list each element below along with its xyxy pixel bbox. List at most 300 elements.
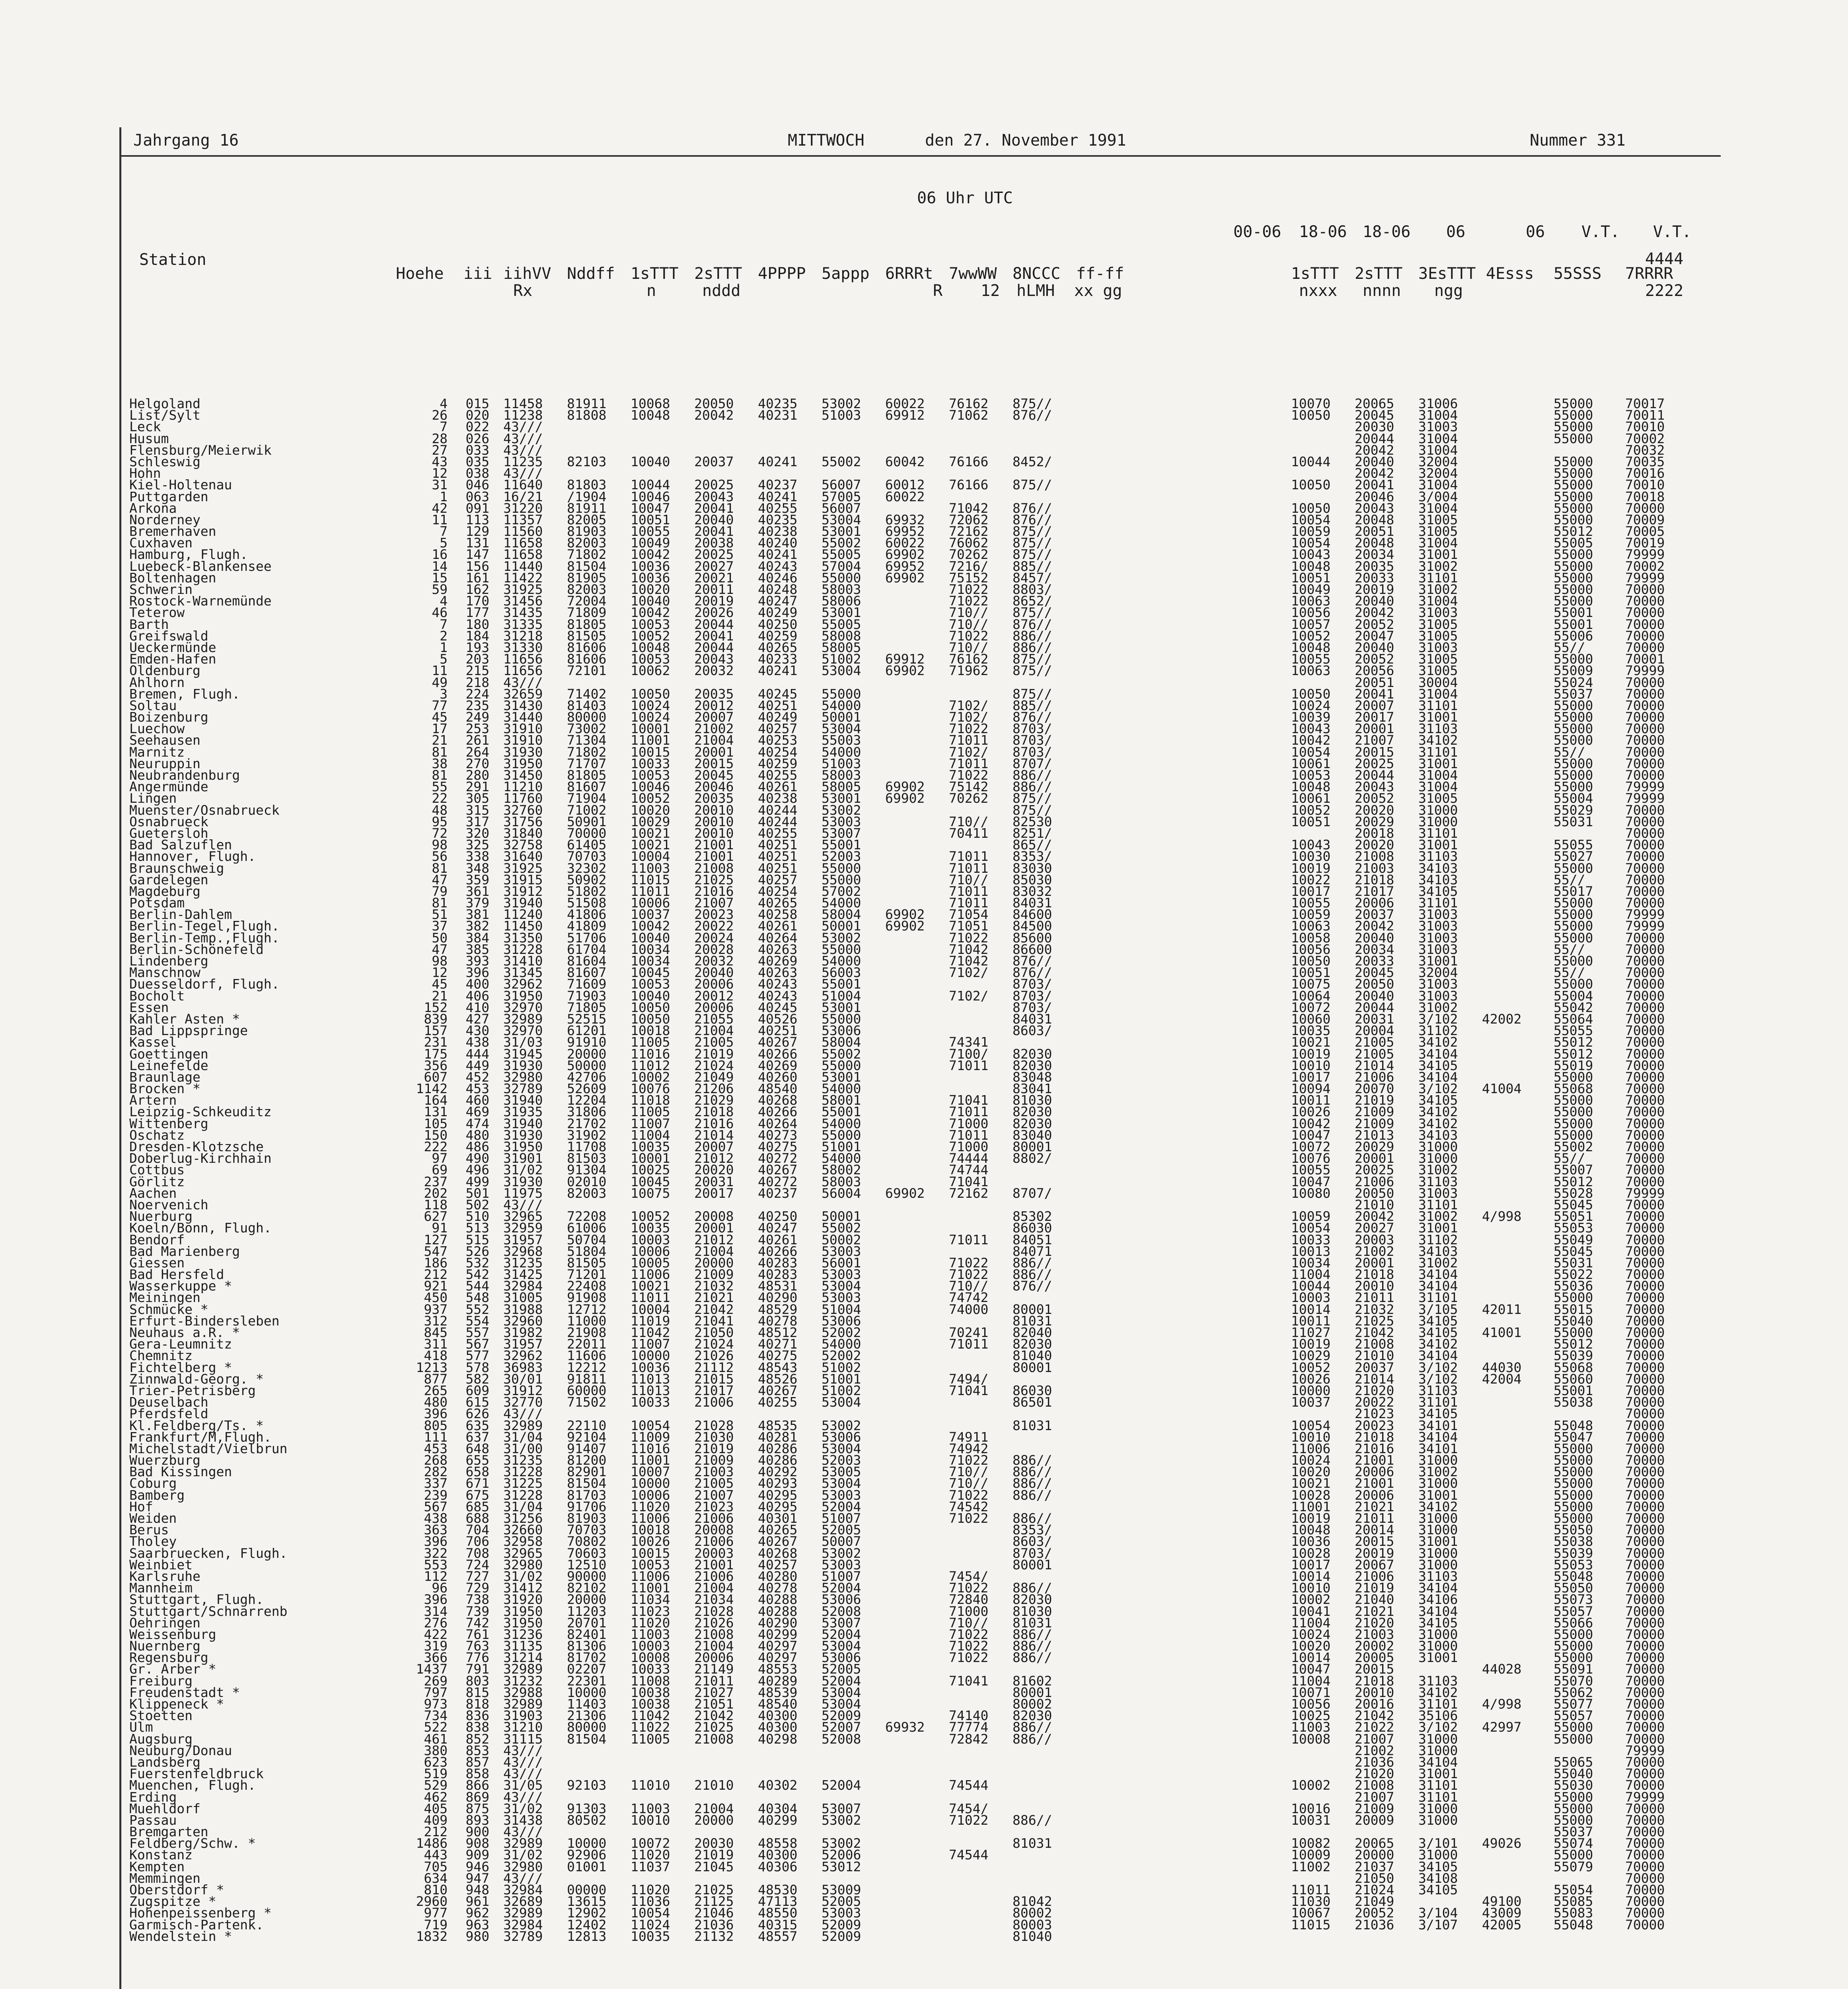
table-cell: 81 <box>432 767 448 783</box>
table-cell: 40268 <box>758 1545 798 1561</box>
table-cell: 10030 <box>1291 849 1331 864</box>
table-cell: 21009 <box>1355 1115 1394 1131</box>
table-cell: 21028 <box>694 1603 734 1619</box>
table-cell: 31435 <box>503 605 543 621</box>
station-name: Flensburg/Meierwik <box>129 442 272 458</box>
station-name: Kempten <box>129 1859 185 1874</box>
table-cell: 55000 <box>1554 547 1593 562</box>
table-cell: 20035 <box>1355 558 1394 574</box>
table-row <box>121 419 1721 435</box>
station-name: Nuernberg <box>129 1638 201 1654</box>
table-cell: 70000 <box>567 825 607 841</box>
table-cell: 34104 <box>1418 1603 1458 1619</box>
table-cell: 21 <box>432 732 448 748</box>
table-cell: 55// <box>1554 639 1585 655</box>
table-cell: 635 <box>465 1417 489 1433</box>
table-cell: 20030 <box>694 1835 734 1851</box>
table-cell: 70005 <box>1625 524 1665 539</box>
table-cell: 11004 <box>1291 1615 1331 1631</box>
table-row <box>121 1162 1721 1178</box>
table-cell: 70000 <box>1625 1278 1665 1294</box>
table-cell: 79999 <box>1625 1185 1665 1201</box>
table-cell: 11024 <box>631 1917 670 1933</box>
table-cell: 34105 <box>1418 1615 1458 1631</box>
table-cell: 706 <box>465 1534 489 1549</box>
table-cell: 886// <box>1013 628 1052 644</box>
table-cell: 4 <box>440 593 448 609</box>
table-cell: 55030 <box>1554 1777 1593 1793</box>
station-name: Schmücke * <box>129 1301 208 1317</box>
station-name: Weiden <box>129 1510 177 1526</box>
table-cell: 10046 <box>631 779 670 795</box>
table-cell: 40269 <box>758 1057 798 1073</box>
station-name: Essen <box>129 999 169 1015</box>
table-cell: 40266 <box>758 1243 798 1259</box>
table-cell: 55005 <box>1554 535 1593 551</box>
table-cell: 40258 <box>758 907 798 922</box>
table-cell: 55047 <box>1554 1429 1593 1445</box>
table-cell: 82003 <box>567 535 607 551</box>
table-cell: 20026 <box>694 605 734 621</box>
table-cell: 70000 <box>1625 1859 1665 1874</box>
table-cell: 31102 <box>1418 1023 1458 1039</box>
table-cell: 55002 <box>822 1046 861 1062</box>
station-name: Ahlhorn <box>129 674 185 690</box>
table-cell: 81031 <box>1013 1835 1052 1851</box>
table-cell: 046 <box>465 477 489 493</box>
table-cell: 70000 <box>1625 1011 1665 1027</box>
table-cell: 71201 <box>567 1267 607 1283</box>
table-cell: 10053 <box>1291 767 1331 783</box>
station-name: Neuburg/Donau <box>129 1742 232 1758</box>
table-cell: 31840 <box>503 825 543 841</box>
table-cell: 40255 <box>758 825 798 841</box>
table-cell: 70000 <box>1625 1673 1665 1689</box>
table-cell: 55005 <box>822 547 861 562</box>
station-name: Giessen <box>129 1255 185 1271</box>
table-cell: 20052 <box>1355 651 1394 667</box>
table-cell: 55085 <box>1554 1894 1593 1909</box>
station-name: Karlsruhe <box>129 1568 201 1584</box>
table-cell: 81607 <box>567 965 607 981</box>
table-cell: 10047 <box>1291 1127 1331 1143</box>
weekday-label: MITTWOCH <box>788 131 865 150</box>
table-cell: 81505 <box>567 628 607 644</box>
table-cell: 10070 <box>1291 396 1331 411</box>
table-cell: 11036 <box>631 1894 670 1909</box>
table-cell: 21030 <box>694 1429 734 1445</box>
table-cell: 486 <box>465 1139 489 1154</box>
table-cell: 20040 <box>694 965 734 981</box>
table-cell: 40288 <box>758 1603 798 1619</box>
table-cell: 53002 <box>822 1812 861 1828</box>
table-cell: 20029 <box>1355 814 1394 829</box>
table-cell: 20000 <box>567 1592 607 1608</box>
table-cell: 460 <box>465 1092 489 1108</box>
table-cell: 12902 <box>567 1905 607 1921</box>
table-cell: 10063 <box>1291 593 1331 609</box>
table-cell: 53007 <box>822 1615 861 1631</box>
table-cell: 10076 <box>1291 1150 1331 1166</box>
table-cell: 70000 <box>1625 721 1665 737</box>
table-cell: 3/102 <box>1418 1719 1458 1735</box>
table-cell: 27 <box>432 442 448 458</box>
table-cell: 10000 <box>567 1835 607 1851</box>
period-label: 18-06 <box>1299 223 1347 241</box>
table-cell: 55029 <box>1554 802 1593 818</box>
table-cell: 803 <box>465 1673 489 1689</box>
column-subheader: 12 <box>981 282 1000 300</box>
station-name: Gardelegen <box>129 872 208 887</box>
table-cell: 42997 <box>1482 1719 1522 1735</box>
table-cell: 40244 <box>758 802 798 818</box>
station-name: Aachen <box>129 1185 177 1201</box>
table-cell: 885// <box>1013 697 1052 713</box>
table-cell: 34105 <box>1418 1092 1458 1108</box>
table-cell: 10072 <box>1291 1139 1331 1154</box>
table-cell: 10053 <box>631 976 670 992</box>
table-cell: 31101 <box>1418 570 1458 586</box>
table-cell: 40302 <box>758 1777 798 1793</box>
table-cell: 21018 <box>1355 872 1394 887</box>
table-row <box>121 1373 1721 1385</box>
table-cell: 10011 <box>1291 1313 1331 1329</box>
table-cell: 10028 <box>1291 1487 1331 1503</box>
table-cell: 70000 <box>1625 860 1665 876</box>
station-name: Bad Hersfeld <box>129 1267 224 1283</box>
table-cell: 21024 <box>1355 1882 1394 1898</box>
table-cell: 84031 <box>1013 895 1052 911</box>
table-cell: 70002 <box>1625 430 1665 446</box>
table-cell: 55012 <box>1554 1034 1593 1050</box>
table-row <box>121 1919 1721 1931</box>
table-cell: 453 <box>465 1081 489 1097</box>
table-cell: 31920 <box>503 1592 543 1608</box>
table-cell: 40243 <box>758 988 798 1004</box>
table-cell: 11037 <box>631 1859 670 1874</box>
table-cell: 11009 <box>631 1429 670 1445</box>
table-cell: 513 <box>465 1220 489 1236</box>
table-cell: 55006 <box>1554 628 1593 644</box>
table-cell: 40306 <box>758 1859 798 1874</box>
table-cell: 76166 <box>949 453 989 469</box>
table-cell: 10059 <box>1291 1209 1331 1224</box>
table-cell: 31001 <box>1418 1487 1458 1503</box>
table-cell: 10050 <box>1291 407 1331 423</box>
table-cell: 10057 <box>1291 616 1331 632</box>
table-cell: 82103 <box>567 453 607 469</box>
table-cell: 22 <box>432 790 448 806</box>
table-cell: 70000 <box>1625 1661 1665 1677</box>
table-cell: 11656 <box>503 663 543 679</box>
table-cell: 3/101 <box>1418 1835 1458 1851</box>
column-header: 2sTTT <box>694 265 742 283</box>
table-cell: 10036 <box>631 570 670 586</box>
table-cell: 40298 <box>758 1731 798 1747</box>
table-cell: 8603/ <box>1013 1023 1052 1039</box>
table-cell: 21017 <box>694 1382 734 1398</box>
table-cell: 70000 <box>1625 814 1665 829</box>
table-cell: 946 <box>465 1859 489 1874</box>
table-cell: 31000 <box>1418 1638 1458 1654</box>
table-cell: 81905 <box>567 570 607 586</box>
table-row <box>121 792 1721 804</box>
table-cell: 31/04 <box>503 1499 543 1514</box>
table-cell: 02207 <box>567 1661 607 1677</box>
table-cell: 69902 <box>885 790 925 806</box>
table-cell: 161 <box>465 570 489 586</box>
table-cell: 32989 <box>503 1417 543 1433</box>
table-cell: 21132 <box>694 1928 734 1944</box>
table-cell: 71051 <box>949 918 989 934</box>
table-cell: 54000 <box>822 744 861 760</box>
table-cell: 20042 <box>694 407 734 423</box>
table-cell: 55083 <box>1554 1905 1593 1921</box>
table-cell: 20001 <box>1355 1150 1394 1166</box>
table-cell: 32984 <box>503 1882 543 1898</box>
table-cell: 34105 <box>1418 1406 1458 1422</box>
table-cell: 554 <box>465 1313 489 1329</box>
table-cell: 11003 <box>631 860 670 876</box>
table-cell: 21028 <box>694 1417 734 1433</box>
table-cell: 81607 <box>567 779 607 795</box>
table-cell: 47 <box>432 872 448 887</box>
table-cell: 20041 <box>694 500 734 516</box>
table-cell: 31000 <box>1418 1150 1458 1166</box>
table-cell: 1 <box>440 488 448 504</box>
station-name: Luechow <box>129 721 185 737</box>
table-cell: 48539 <box>758 1684 798 1700</box>
table-cell: 40275 <box>758 1139 798 1154</box>
table-row <box>121 616 1721 632</box>
table-cell: 21018 <box>1355 1267 1394 1283</box>
table-cell: 82003 <box>567 582 607 597</box>
station-name: Berus <box>129 1522 169 1538</box>
table-cell: 10000 <box>567 1684 607 1700</box>
table-cell: 21050 <box>1355 1870 1394 1886</box>
table-row <box>121 1559 1721 1571</box>
table-cell: 886// <box>1013 1255 1052 1271</box>
table-cell: 31910 <box>503 732 543 748</box>
table-cell: 52004 <box>822 1673 861 1689</box>
table-row <box>121 1267 1721 1283</box>
table-cell: 48512 <box>758 1325 798 1340</box>
table-cell: 31440 <box>503 709 543 725</box>
table-cell: 11011 <box>631 883 670 899</box>
table-cell: 40267 <box>758 1162 798 1178</box>
table-cell: 4/998 <box>1482 1209 1522 1224</box>
table-cell: 20016 <box>1355 1696 1394 1712</box>
table-cell: 31003 <box>1418 907 1458 922</box>
table-cell: 10002 <box>631 1069 670 1085</box>
table-cell: 21112 <box>694 1359 734 1375</box>
table-cell: 40267 <box>758 1534 798 1549</box>
table-cell: 461 <box>424 1731 448 1747</box>
table-cell: 55000 <box>1554 1069 1593 1085</box>
table-cell: 31410 <box>503 953 543 969</box>
table-cell: 56 <box>432 849 448 864</box>
table-cell: 71805 <box>567 999 607 1015</box>
table-cell: 8703/ <box>1013 721 1052 737</box>
table-cell: 53002 <box>822 802 861 818</box>
table-cell: 55037 <box>1554 1824 1593 1840</box>
table-cell: 45 <box>432 709 448 725</box>
table-cell: 53005 <box>822 1464 861 1480</box>
table-cell: 70000 <box>1625 1510 1665 1526</box>
table-cell: 55000 <box>1554 1290 1593 1306</box>
table-cell: 265 <box>424 1382 448 1398</box>
table-cell: 51802 <box>567 883 607 899</box>
table-cell: 761 <box>465 1626 489 1642</box>
table-cell: 31000 <box>1418 1800 1458 1816</box>
table-cell: 50 <box>432 930 448 946</box>
table-cell: 70000 <box>1625 697 1665 713</box>
table-cell: 20007 <box>694 1139 734 1154</box>
table-cell: 55049 <box>1554 1232 1593 1248</box>
volume-label: Jahrgang 16 <box>133 131 239 150</box>
table-cell: 80003 <box>1013 1917 1052 1933</box>
table-cell: 31101 <box>1418 825 1458 841</box>
table-cell: 69902 <box>885 1185 925 1201</box>
table-cell: 10022 <box>1291 872 1331 887</box>
table-cell: 11403 <box>567 1696 607 1712</box>
table-cell: 55000 <box>1554 1440 1593 1456</box>
table-cell: 886// <box>1013 1487 1052 1503</box>
table-cell: 55000 <box>1554 1638 1593 1654</box>
table-cell: 40269 <box>758 953 798 969</box>
table-cell: 31450 <box>503 767 543 783</box>
table-cell: 10036 <box>1291 1534 1331 1549</box>
vt-label: V.T. <box>1653 223 1692 241</box>
table-cell: 10034 <box>631 941 670 957</box>
table-cell: 48526 <box>758 1371 798 1387</box>
table-cell: 58004 <box>822 907 861 922</box>
table-cell: 31000 <box>1418 1731 1458 1747</box>
station-name: Arkona <box>129 500 177 516</box>
table-cell: 55057 <box>1554 1708 1593 1724</box>
table-cell: 875// <box>1013 477 1052 493</box>
table-cell: 70000 <box>1625 1684 1665 1700</box>
table-cell: 84051 <box>1013 1232 1052 1248</box>
table-cell: 70000 <box>1625 639 1665 655</box>
table-cell: 55037 <box>1554 686 1593 702</box>
table-cell: 180 <box>465 616 489 632</box>
table-cell: 31005 <box>1418 628 1458 644</box>
table-cell: 886// <box>1013 1626 1052 1642</box>
table-cell: 10002 <box>1291 1777 1331 1793</box>
station-name: Koeln/Bonn, Flugh. <box>129 1220 272 1236</box>
table-row <box>121 1290 1721 1306</box>
table-cell: 32004 <box>1418 965 1458 981</box>
table-cell: 81040 <box>1013 1928 1052 1944</box>
table-cell: 74444 <box>949 1150 989 1166</box>
table-cell: 150 <box>424 1127 448 1143</box>
table-cell: 61704 <box>567 941 607 957</box>
table-cell: 10006 <box>631 1243 670 1259</box>
station-name: Lindenberg <box>129 953 208 969</box>
table-cell: 32970 <box>503 999 543 1015</box>
table-cell: 977 <box>424 1905 448 1921</box>
table-cell: 548 <box>465 1290 489 1306</box>
table-cell: 37 <box>432 918 448 934</box>
table-cell: 10063 <box>1291 918 1331 934</box>
table-row <box>121 1301 1721 1317</box>
table-cell: 31005 <box>1418 524 1458 539</box>
table-cell: 21023 <box>1355 1406 1394 1422</box>
table-cell: 10054 <box>1291 1220 1331 1236</box>
table-cell: 55019 <box>1554 1057 1593 1073</box>
table-cell: 10035 <box>1291 1023 1331 1039</box>
table-cell: 648 <box>465 1440 489 1456</box>
table-cell: 51508 <box>567 895 607 911</box>
table-cell: 40295 <box>758 1499 798 1514</box>
table-cell: 55000 <box>1554 1626 1593 1642</box>
table-cell: 10024 <box>1291 1626 1331 1642</box>
table-cell: 10064 <box>1291 988 1331 1004</box>
table-cell: 76162 <box>949 651 989 667</box>
table-cell: 53002 <box>822 396 861 411</box>
table-cell: 02010 <box>567 1174 607 1189</box>
table-cell: 734 <box>424 1708 448 1724</box>
table-cell: 21042 <box>1355 1708 1394 1724</box>
table-cell: 69932 <box>885 1719 925 1735</box>
table-cell: 20044 <box>1355 430 1394 446</box>
table-cell: 8652/ <box>1013 593 1052 609</box>
table-row <box>121 955 1721 967</box>
table-cell: 11020 <box>631 1847 670 1863</box>
table-cell: 82030 <box>1013 1336 1052 1352</box>
table-cell: 10010 <box>631 1812 670 1828</box>
table-row <box>121 1742 1721 1758</box>
table-cell: 82030 <box>1013 1104 1052 1120</box>
table-cell: 81903 <box>567 1510 607 1526</box>
table-cell: 973 <box>424 1696 448 1712</box>
table-cell: 31000 <box>1418 1847 1458 1863</box>
table-cell: 519 <box>424 1766 448 1782</box>
table-cell: 32980 <box>503 1859 543 1874</box>
station-name: Manschnow <box>129 965 201 981</box>
table-cell: 40264 <box>758 1115 798 1131</box>
table-cell: 21036 <box>694 1917 734 1933</box>
station-name: Neuhaus a.R. * <box>129 1325 240 1340</box>
table-cell: 21004 <box>694 1243 734 1259</box>
station-name: Leipzig-Schkeuditz <box>129 1104 272 1120</box>
table-cell: 21034 <box>694 1592 734 1608</box>
table-cell: 10053 <box>631 616 670 632</box>
table-row <box>121 1129 1721 1141</box>
table-cell: 10015 <box>631 1545 670 1561</box>
table-cell: 10024 <box>631 709 670 725</box>
table-cell: 40249 <box>758 709 798 725</box>
table-cell: 70000 <box>1625 1150 1665 1166</box>
table-cell: 92906 <box>567 1847 607 1863</box>
table-cell: 40243 <box>758 558 798 574</box>
table-cell: 34102 <box>1418 1104 1458 1120</box>
table-row <box>121 1081 1721 1097</box>
table-cell: 21042 <box>694 1708 734 1724</box>
table-cell: 31/02 <box>503 1568 543 1584</box>
table-cell: 55048 <box>1554 1417 1593 1433</box>
table-cell: 10007 <box>631 1464 670 1480</box>
table-cell: 280 <box>465 767 489 783</box>
table-cell: 10040 <box>631 988 670 1004</box>
table-cell: 55045 <box>1554 1197 1593 1212</box>
table-cell: 21055 <box>694 1011 734 1027</box>
table-cell: 70262 <box>949 547 989 562</box>
table-cell: 95 <box>432 814 448 829</box>
table-cell: 886// <box>1013 1812 1052 1828</box>
table-cell: 21006 <box>694 1510 734 1526</box>
